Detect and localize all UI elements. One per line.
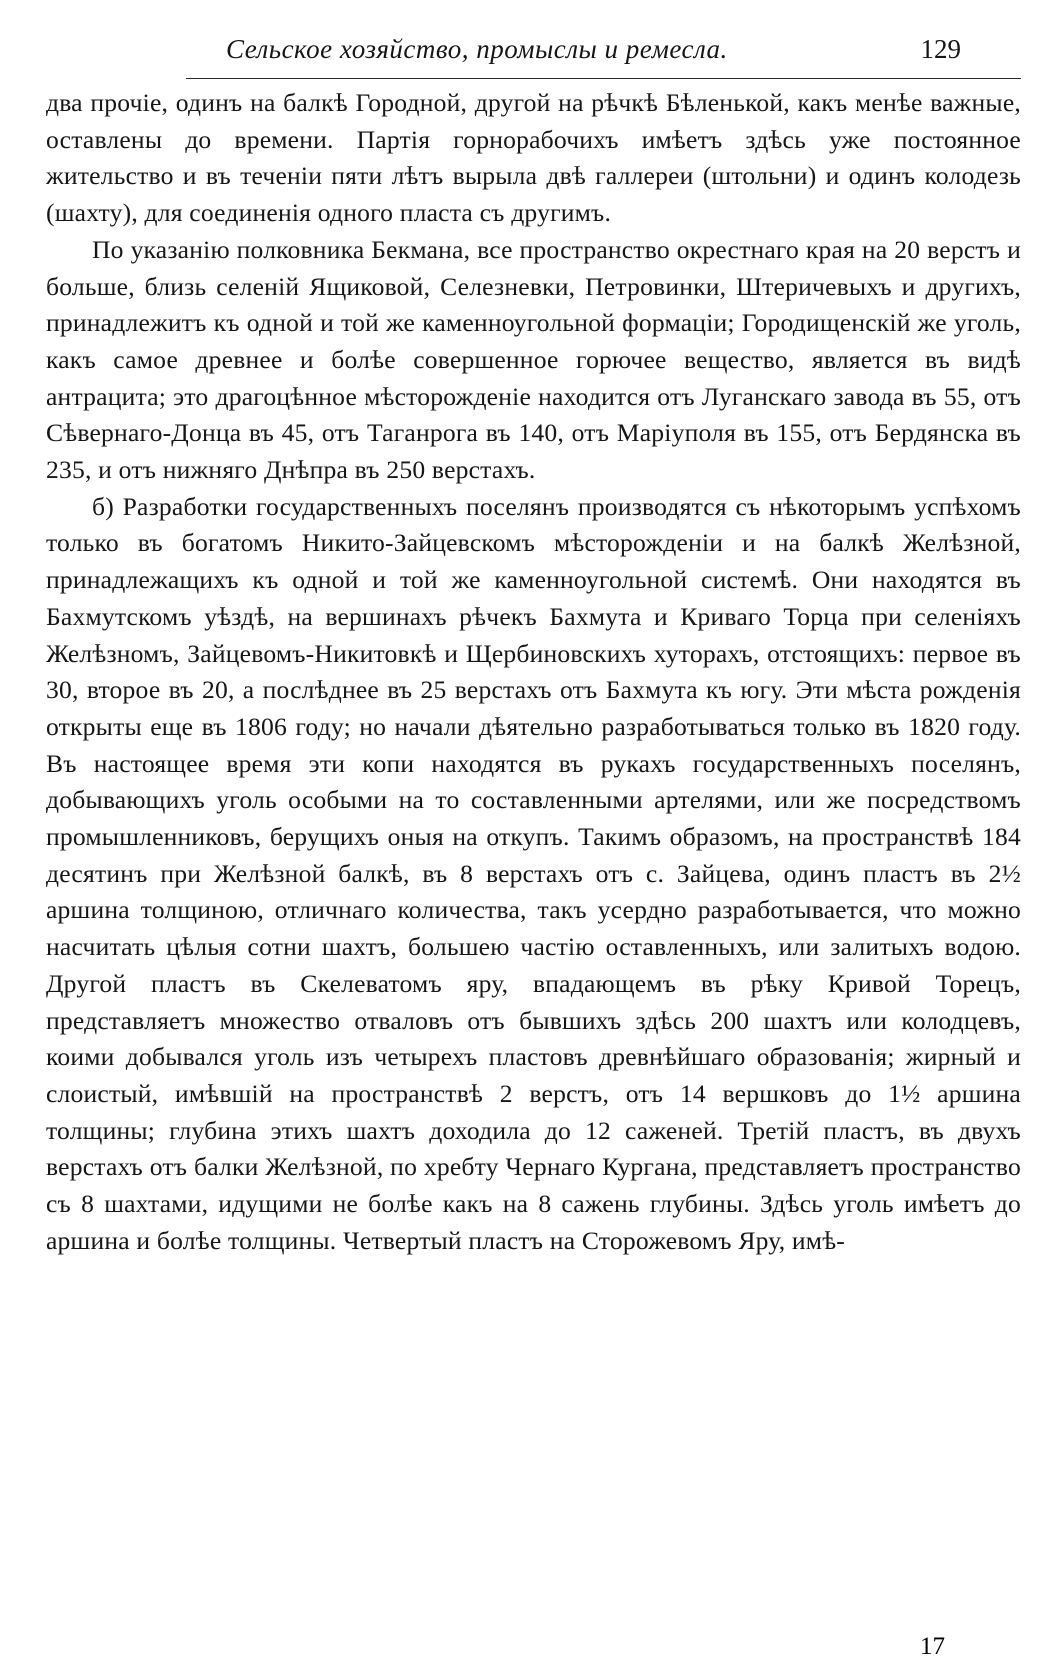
paragraph: два прочіе, одинъ на балкѣ Городной, другой на рѣчкѣ Бѣленькой, какъ менѣе важные, оставлены до времени. Партія горнорабочихъ имѣетъ здѣсь уже постоянное жительство и въ теченіи пяти лѣтъ вырыла двѣ галлереи (штольни) и одинъ колодезь (шахту), для соединенія одного пласта съ другимъ. bbox=[46, 88, 1021, 228]
paragraph: б) Разработки государственныхъ поселянъ производятся съ нѣкоторымъ успѣхомъ только въ богатомъ Никито-Зайцевскомъ мѣсторожденіи и на балкѣ Желѣзной, принадлежащихъ къ одной и той же каменноугольной системѣ. Они находятся въ Бахмутскомъ уѣздѣ, на вершинахъ рѣчекъ Бахмута и Криваго Торца при селеніяхъ Желѣзномъ, Зайцевомъ-Никитовкѣ и Щербиновскихъ хуторахъ, отстоящихъ: первое въ 30, второе въ 20, а послѣднее въ 25 верстахъ отъ Бахмута къ югу. Эти мѣста рожденія открыты еще въ 1806 году; но начали дѣятельно разработываться только въ 1820 году. Въ настоящее время эти копи находятся въ рукахъ государственныхъ поселянъ, добывающихъ уголь особыми на то составленными артелями, или же посредствомъ промышленниковъ, берущихъ оныя на откупъ. Такимъ образомъ, на пространствѣ 184 десятинъ при Желѣзной балкѣ, въ 8 верстахъ отъ с. Зайцева, одинъ пластъ въ 2½ аршина толщиною, отличнаго количества, такъ усердно разработывается, что можно насчитать цѣлыя сотни шахтъ, большею частію оставленныхъ, или залитыхъ водою. Другой пластъ въ Скелеватомъ яру, впадающемъ въ рѣку Кривой Торецъ, представляетъ множество отваловъ отъ бывшихъ здѣсь 200 шахтъ или колодцевъ, коими добывался уголь изъ четырехъ пластовъ древнѣйшаго образованія; жирный и слоистый, имѣвшій на пространствѣ 2 верстъ, отъ 14 вершковъ до 1½ аршина толщины; глубина этихъ шахтъ доходила до 12 саженей. Третій пластъ, въ двухъ верстахъ отъ балки Желѣзной, по хребту Чернаго Кургана, представляетъ пространство съ 8 шахтами, идущими не болѣе какъ на 8 сажень глубины. Здѣсь уголь имѣетъ до аршина и болѣе толщины. Четвертый пластъ на Сторожевомъ Яру, имѣ- bbox=[46, 491, 1021, 1255]
running-title: Сельское хозяйство, промыслы и ремесла. bbox=[226, 34, 728, 64]
page-header bbox=[186, 28, 1021, 79]
body-text bbox=[46, 85, 1021, 1260]
paragraph: По указанію полковника Бекмана, все пространство окрестнаго края на 20 верстъ и больше, близь селеній Ящиковой, Селезневки, Петровинки, Штеричевыхъ и другихъ, принадлежитъ къ одной и той же каменноугольной формаціи; Городищенскій же уголь, какъ самое древнее и болѣе совершенное горючее вещество, является въ видѣ антрацита; это драгоцѣнное мѣсторожденіе находится отъ Луганскаго завода въ 55, отъ Сѣвернаго-Донца въ 45, отъ Таганрога въ 140, отъ Маріуполя въ 155, отъ Бердянска въ 235, и отъ нижняго Днѣпра въ 250 верстахъ. bbox=[46, 234, 1021, 485]
signature-mark: 17 bbox=[920, 1633, 945, 1660]
page-number: 129 bbox=[920, 34, 961, 64]
